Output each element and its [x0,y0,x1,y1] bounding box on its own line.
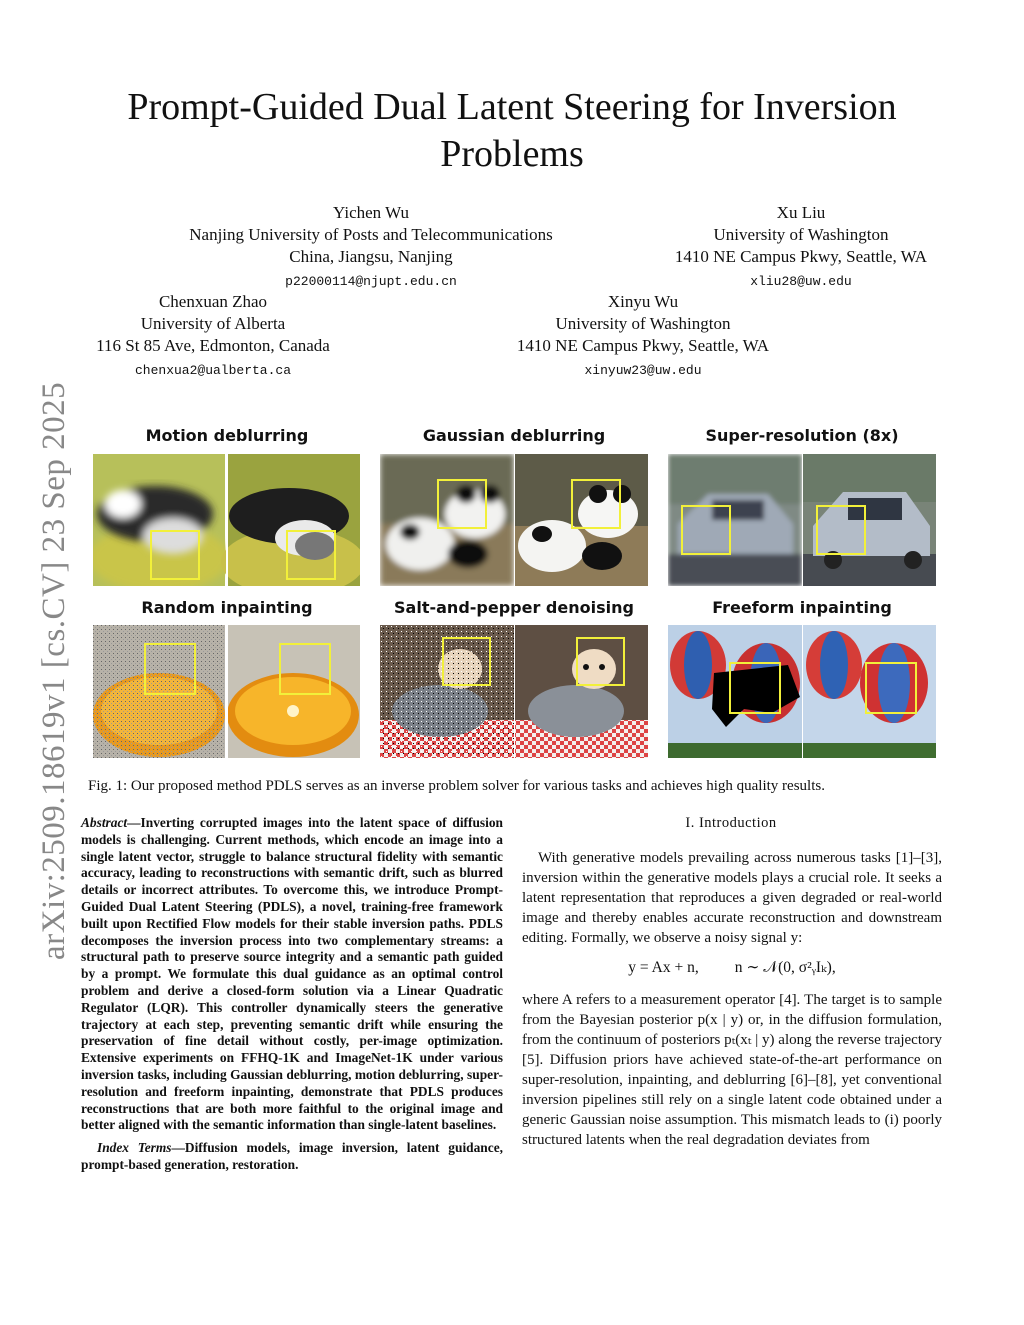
abstract-lead: Abstract [81,815,128,830]
panel-freeform-inpainting [668,625,936,758]
author-affiliation: University of Alberta [140,314,286,333]
author-name: Chenxuan Zhao [158,292,268,311]
equation-left: y = Ax + n, [628,959,699,976]
author-block-3 [70,291,356,382]
panel-salt-pepper-denoising [380,625,648,758]
index-terms [81,1140,503,1174]
cat-image-pair [93,454,360,586]
balloon-image-pair [668,625,936,758]
section-heading-introduction: I. Introduction [685,815,777,831]
author-name: Yichen Wu [333,203,409,222]
author-location: 116 St 85 Ave, Edmonton, Canada [96,336,330,355]
author-location: China, Jiangsu, Nanjing [289,247,453,266]
panel-label-motion-deblurring: Motion deblurring [145,426,309,445]
panel-gaussian-deblurring [380,454,648,586]
panel-super-resolution [668,454,936,586]
author-affiliation: University of Washington [555,314,731,333]
author-email: xinyuw23@uw.edu [584,363,702,378]
author-email: p22000114@njupt.edu.cn [285,274,457,289]
author-email: chenxua2@ualberta.ca [134,363,292,378]
abstract-text: —Inverting corrupted images into the latent space of diffusion models is challenging. Current methods, which encode an image into a single latent vector, struggle to balance structural fidelity with semantic accuracy, leading to reconstructions with semantic drift, such as blurred details or incorrect attributes. To overcome this, we introduce Prompt-Guided Dual Latent Steering (PDLS), a novel, training-free framework built upon Rectified Flow models for their stable inversion paths. PDLS decomposes the inversion process into two complementary streams: a structural path to preserve source integrity and a semantic path guided by a prompt. We formulate this dual guidance as an optimal control problem and derive a closed-form solution via a Linear Quadratic Regulator (LQR). This controller dynamically steers the generative trajectory at each step, preventing semantic drift while ensuring the preservation of fine detail without costly, per-image optimization. Extensive experiments on FFHQ-1K and ImageNet-1K under various inversion tasks, including Gaussian deblurring, motion deblurring, super-resolution and freeform inpainting, demonstrate that PDLS produces reconstructions that are both more faithful to the original image and better aligned with the semantic information than single-latent baselines. [81,815,503,1133]
arxiv-stamp: arXiv:2509.18619v1 [cs.CV] 23 Sep 2025 [36,381,72,960]
intro-paragraph-2: where A refers to a measurement operator [4]. The target is to sample from the Bayesian posterior p(x | y) or, in the diffusion formulation, from the continuum of posteriors pₜ(xₜ | y) along the reverse trajectory [5]. Diffusion priors have achieved state-of-the-art performance on super-resolution, inpainting, and deblurring [6]–[8], yet conventional inversion pipelines still rely on a single latent code obtained under a generic Gaussian noise assumption. This mismatch leads to (i) poorly structured latents when the real degradation deviates from [522,992,942,1148]
author-block-2 [650,202,952,293]
intro-paragraph-1: With generative models prevailing across numerous tasks [1]–[3], inversion within the generative models plays a crucial role. It seeks a latent representation that reproduces a given degraded or real-world image and thereby enables accurate reconstruction and downstream editing. Formally, we observe a noisy signal y: [522,850,942,946]
author-name: Xu Liu [776,203,826,222]
author-block-1 [160,202,582,293]
orange-image-pair [93,625,360,758]
introduction-body [522,848,942,1150]
author-location: 1410 NE Campus Pkwy, Seattle, WA [516,336,770,355]
panda-image-pair [380,454,648,586]
index-terms-lead: Index Terms [97,1140,172,1156]
panel-label-random-inpainting: Random inpainting [141,598,313,617]
index-terms-text: —Diffusion models, image inversion, latent guidance, prompt-based generation, restoration. [81,1140,503,1172]
author-name: Xinyu Wu [607,292,679,311]
figure-caption: Fig. 1: Our proposed method PDLS serves as an inverse problem solver for various tasks and achieves high quality results. [88,778,825,794]
author-block-4 [490,291,796,382]
panel-label-freeform-inpainting: Freeform inpainting [712,598,892,617]
panel-motion-deblurring [93,454,360,586]
car-image-pair [668,454,936,586]
author-email: xliu28@uw.edu [750,274,852,289]
abstract-paragraph [81,815,503,1134]
dog-image-pair [380,625,648,758]
abstract [81,815,503,1174]
panel-random-inpainting [93,625,360,758]
panel-label-salt-pepper-denoising: Salt-and-pepper denoising [394,598,634,617]
author-location: 1410 NE Campus Pkwy, Seattle, WA [674,247,928,266]
panel-label-super-resolution: Super-resolution (8x) [705,426,899,445]
paper-title: Prompt-Guided Dual Latent Steering for Inversion Problems [127,86,897,175]
author-affiliation: University of Washington [713,225,889,244]
panel-label-gaussian-deblurring: Gaussian deblurring [422,426,606,445]
equation-right: n ∼ 𝒩(0, σ²ᵧIₖ), [734,959,836,976]
author-affiliation: Nanjing University of Posts and Telecommunications [189,225,553,244]
equation-1 [522,958,942,978]
